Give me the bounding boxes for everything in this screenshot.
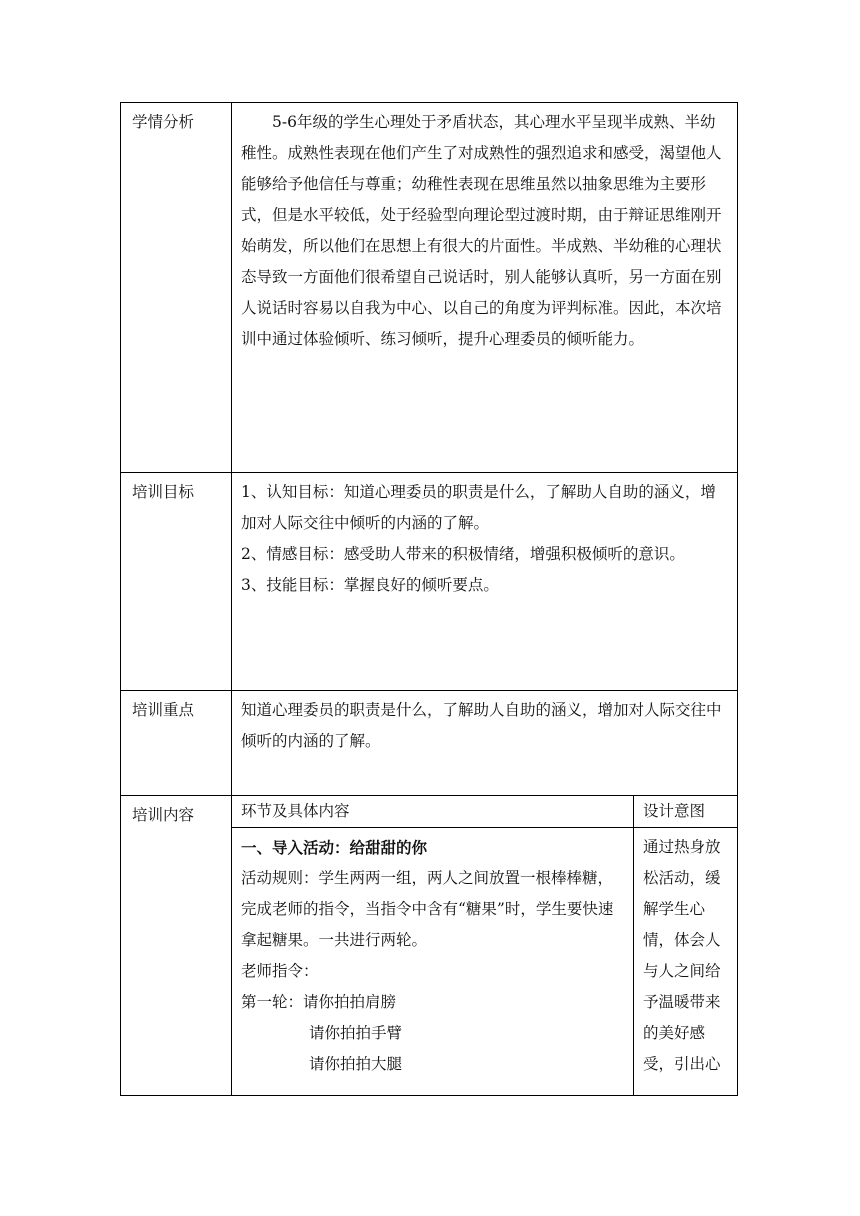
goal-item-1: 1、认知目标：知道心理委员的职责是什么，了解助人自助的涵义，增加对人际交往中倾听的内涵的了解。 bbox=[241, 483, 716, 532]
label-goals: 培训目标 bbox=[121, 473, 232, 691]
activity-rules: 活动规则：学生两两一组，两人之间放置一根棒棒糖，完成老师的指令，当指令中含有“糖果”时，学生要快速拿起糖果。一共进行两轮。 bbox=[241, 869, 614, 949]
analysis-paragraph: 5-6年级的学生心理处于矛盾状态，其心理水平呈现半成熟、半幼稚性。成熟性表现在他们产生了对成熟性的强烈追求和感受，渴望他人能够给予他信任与尊重；幼稚性表现在思维虽然以抽象思维为主要形式，但是水平较低，处于经验型向理论型过渡时期，由于辩证思维刚开始萌发，所以他们在思想上有很大的片面性。半成熟、半幼稚的心理状态导致一方面他们很希望自己说话时，别人能够认真听，另一方面在别人说话时容易以自我为中心、以自己的角度为评判标准。因此，本次培训中通过体验倾听、练习倾听，提升心理委员的倾听能力。 bbox=[241, 113, 722, 348]
label-content: 培训内容 bbox=[121, 796, 232, 1096]
round1-line-3: 请你拍拍大腿 bbox=[309, 1055, 403, 1073]
instructions-label: 老师指令： bbox=[241, 962, 319, 980]
focus-paragraph: 知道心理委员的职责是什么，了解助人自助的涵义，增加对人际交往中倾听的内涵的了解。 bbox=[241, 701, 722, 750]
label-analysis: 学情分析 bbox=[121, 103, 232, 473]
goals-cell bbox=[232, 473, 738, 691]
goal-item-2: 2、情感目标：感受助人带来的积极情绪，增强积极倾听的意识。 bbox=[241, 545, 685, 563]
row-focus bbox=[121, 691, 738, 796]
intent-col-header: 设计意图 bbox=[634, 796, 738, 828]
label-focus: 培训重点 bbox=[121, 691, 232, 796]
goal-item-3: 3、技能目标：掌握良好的倾听要点。 bbox=[241, 576, 499, 594]
analysis-text bbox=[232, 103, 738, 473]
focus-text bbox=[232, 691, 738, 796]
row-goals bbox=[121, 473, 738, 691]
round1-line-2: 请你拍拍手臂 bbox=[309, 1024, 403, 1042]
row-content-header bbox=[121, 796, 738, 828]
row-analysis bbox=[121, 103, 738, 473]
content-body bbox=[232, 828, 634, 1096]
round1-line-1: 第一轮：请你拍拍肩膀 bbox=[241, 993, 397, 1011]
intent-body: 通过热身放松活动，缓解学生心情，体会人与人之间给予温暖带来的美好感受，引出心 bbox=[634, 828, 738, 1096]
lesson-plan-table bbox=[120, 102, 738, 1096]
activity-title: 一、导入活动：给甜甜的你 bbox=[241, 838, 428, 857]
content-col-header: 环节及具体内容 bbox=[232, 796, 634, 828]
